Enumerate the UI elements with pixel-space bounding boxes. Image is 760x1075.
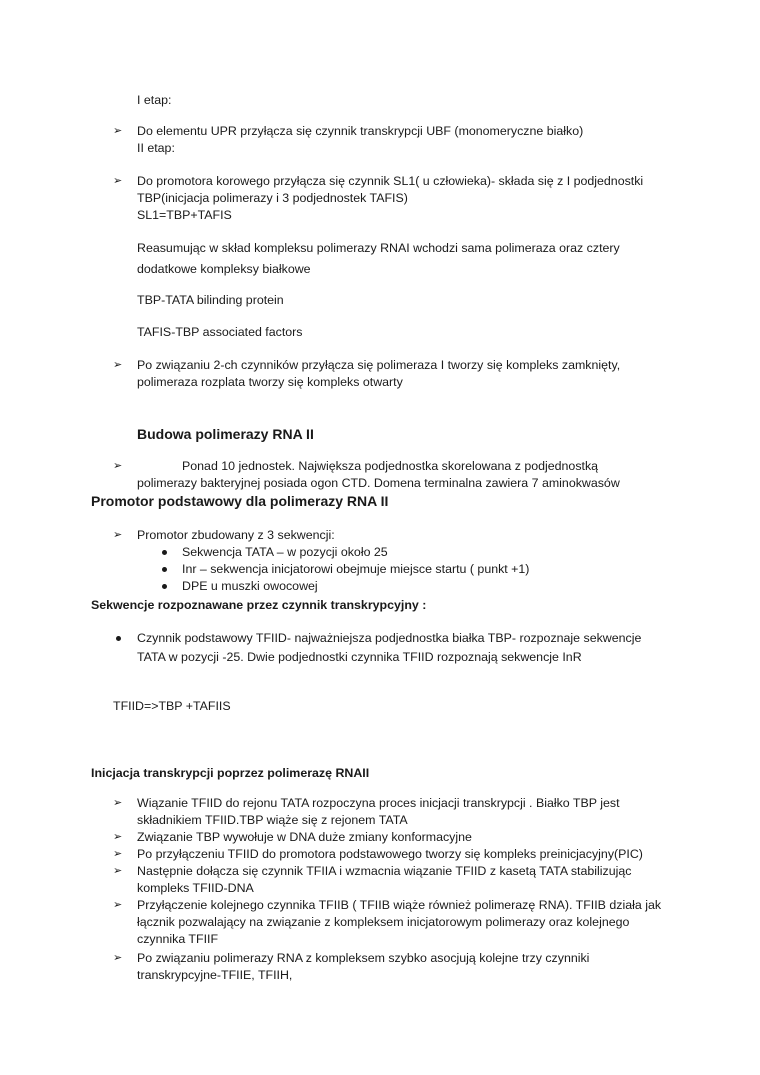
text-line: Przyłączenie kolejnego czynnika TFIIB ( TFIIB wiąże również polimerazę RNA). TFIIB działa jak <box>137 898 662 912</box>
bullet-dot-icon <box>162 584 167 589</box>
arrow-bullet-icon: ➢ <box>113 899 123 911</box>
text-line: czynnika TFIIF <box>137 932 219 946</box>
text-line: Po związaniu 2-ch czynników przyłącza się polimeraza I tworzy się kompleks zamknięty, <box>137 358 621 372</box>
text-line: II etap: <box>137 141 175 155</box>
arrow-bullet-icon: ➢ <box>113 865 123 877</box>
text-line: SL1=TBP+TAFIS <box>137 208 232 222</box>
text-line: transkrypcyjne-TFIIE, TFIIH, <box>137 968 293 982</box>
bullet-dot-icon <box>116 636 121 641</box>
text-line: TAFIS-TBP associated factors <box>137 325 303 339</box>
text-line: Do promotora korowego przyłącza się czynnik SL1( u człowieka)- składa się z I podjednostki <box>137 174 644 188</box>
arrow-bullet-icon: ➢ <box>113 797 123 809</box>
text-line: Wiązanie TFIID do rejonu TATA rozpoczyna proces inicjacji transkrypcji . Białko TBP jest <box>137 796 620 810</box>
text-line: DPE u muszki owocowej <box>182 579 318 593</box>
text-line: I etap: <box>137 93 172 107</box>
text-line: Ponad 10 jednostek. Największa podjednostka skorelowana z podjednostką <box>182 459 599 473</box>
text-line: Inr – sekwencja inicjatorowi obejmuje miejsce startu ( punkt +1) <box>182 562 530 576</box>
text-line: TFIID=>TBP +TAFIIS <box>113 699 231 713</box>
text-line: Następnie dołącza się czynnik TFIIA i wzmacnia wiązanie TFIID z kasetą TATA stabilizując <box>137 864 632 878</box>
arrow-bullet-icon: ➢ <box>113 460 123 472</box>
section-heading: Budowa polimerazy RNA II <box>137 426 314 442</box>
arrow-bullet-icon: ➢ <box>113 952 123 964</box>
text-line: Czynnik podstawowy TFIID- najważniejsza podjednostka białka TBP- rozpoznaje sekwencje <box>137 631 642 645</box>
text-line: łącznik pozwalający na związanie z kompleksem inicjatorowym polimerazy oraz kolejnego <box>137 915 630 929</box>
text-line: składnikiem TFIID.TBP wiąże się z rejonem TATA <box>137 813 408 827</box>
text-line: polimerazy bakteryjnej posiada ogon CTD. Domena terminalna zawiera 7 aminokwasów <box>137 476 620 490</box>
arrow-bullet-icon: ➢ <box>113 175 123 187</box>
bullet-dot-icon <box>162 567 167 572</box>
text-line: Po związaniu polimerazy RNA z kompleksem szybko asocjują kolejne trzy czynniki <box>137 951 590 965</box>
text-line: kompleks TFIID-DNA <box>137 881 254 895</box>
arrow-bullet-icon: ➢ <box>113 125 123 137</box>
text-line: Reasumując w skład kompleksu polimerazy RNAI wchodzi sama polimeraza oraz cztery <box>137 241 620 255</box>
arrow-bullet-icon: ➢ <box>113 848 123 860</box>
text-line: TATA w pozycji -25. Dwie podjednostki czynnika TFIID rozpoznają sekwencje InR <box>137 650 582 664</box>
bullet-dot-icon <box>162 550 167 555</box>
text-line: TBP(inicjacja polimerazy i 3 podjednostek TAFIS) <box>137 191 408 205</box>
arrow-bullet-icon: ➢ <box>113 359 123 371</box>
text-line: Związanie TBP wywołuje w DNA duże zmiany konformacyjne <box>137 830 472 844</box>
section-heading: Promotor podstawowy dla polimerazy RNA II <box>91 493 389 509</box>
section-heading: Sekwencje rozpoznawane przez czynnik transkrypcyjny : <box>91 598 427 612</box>
text-line: Promotor zbudowany z 3 sekwencji: <box>137 528 335 542</box>
text-line: Po przyłączeniu TFIID do promotora podstawowego tworzy się kompleks preinicjacyjny(PIC) <box>137 847 643 861</box>
section-heading: Inicjacja transkrypcji poprzez polimerazę RNAII <box>91 766 370 780</box>
text-line: TBP-TATA bilinding protein <box>137 293 284 307</box>
arrow-bullet-icon: ➢ <box>113 529 123 541</box>
text-line: Do elementu UPR przyłącza się czynnik transkrypcji UBF (monomeryczne białko) <box>137 124 584 138</box>
text-line: polimeraza rozplata tworzy się kompleks otwarty <box>137 375 403 389</box>
text-line: Sekwencja TATA – w pozycji około 25 <box>182 545 388 559</box>
text-line: dodatkowe kompleksy białkowe <box>137 262 311 276</box>
arrow-bullet-icon: ➢ <box>113 831 123 843</box>
